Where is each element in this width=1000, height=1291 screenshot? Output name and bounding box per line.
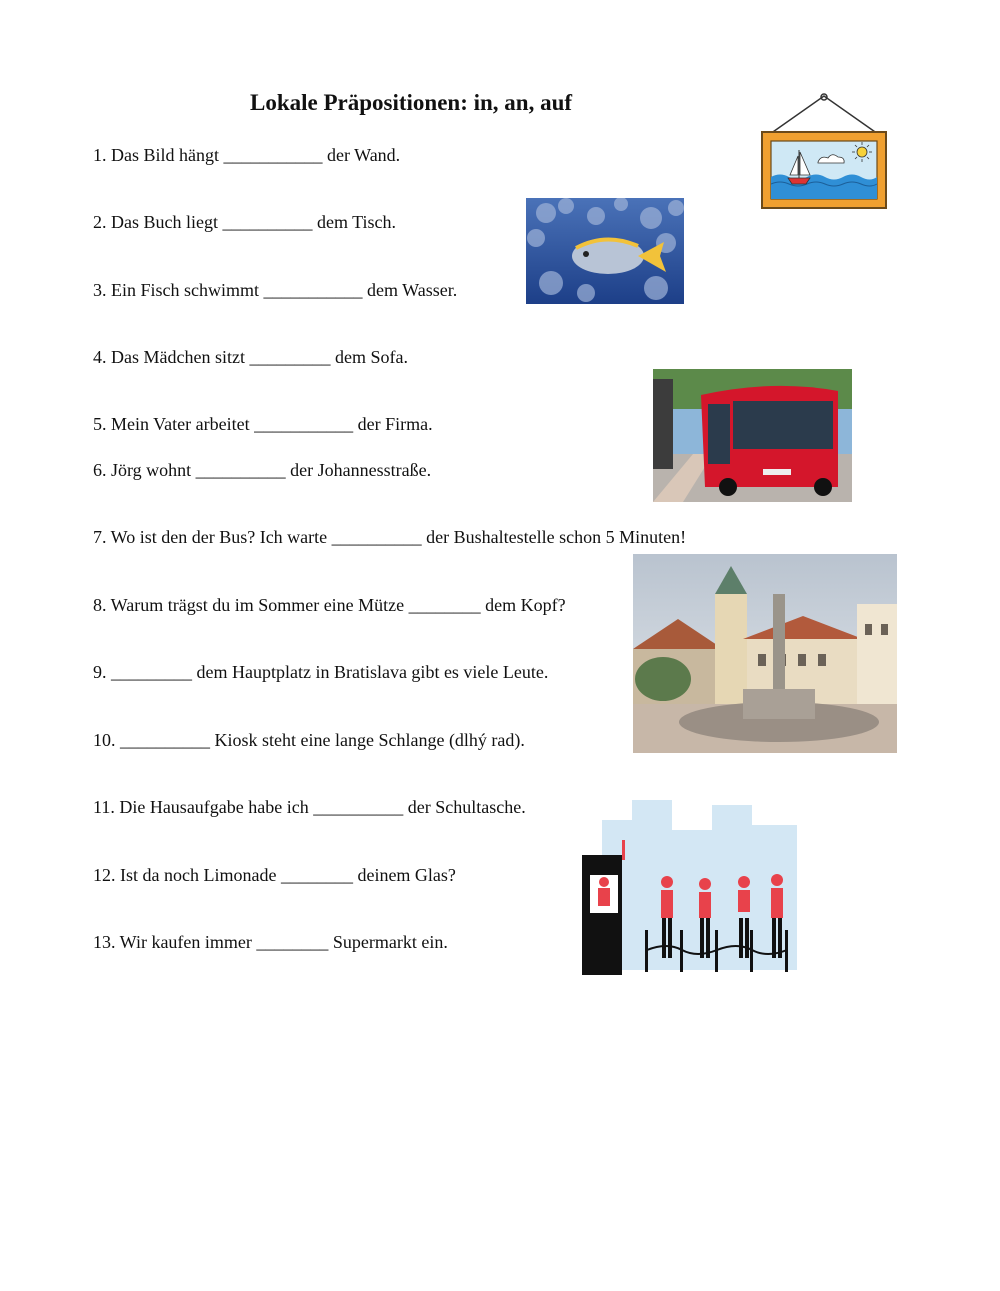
exercise-8: 8. Warum trägst du im Sommer eine Mütze ________ dem Kopf? [93,595,566,615]
page-title: Lokale Präpositionen: in, an, auf [250,90,573,115]
framed-painting-icon [758,92,890,212]
exercise-1: 1. Das Bild hängt ___________ der Wand. [93,145,401,165]
exercise-3: 3. Ein Fisch schwimmt ___________ dem Wasser. [93,280,458,300]
exercise-2: 2. Das Buch liegt __________ dem Tisch. [93,212,397,232]
exercise-4: 4. Das Mädchen sitzt _________ dem Sofa. [93,347,408,367]
exercise-10: 10. __________ Kiosk steht eine lange Schlange (dlhý rad). [93,730,525,750]
fish-photo [526,198,684,304]
kiosk-queue-illustration [572,770,804,1002]
exercise-9: 9. _________ dem Hauptplatz in Bratislava gibt es viele Leute. [93,662,549,682]
exercise-5: 5. Mein Vater arbeitet ___________ der Firma. [93,414,433,434]
exercise-12: 12. Ist da noch Limonade ________ deinem Glas? [93,865,456,885]
exercise-11: 11. Die Hausaufgabe habe ich __________ der Schultasche. [93,797,526,817]
town-square-photo [633,554,897,753]
exercise-6: 6. Jörg wohnt __________ der Johannesstraße. [93,460,432,480]
exercise-13: 13. Wir kaufen immer ________ Supermarkt ein. [93,932,448,952]
exercise-7: 7. Wo ist den der Bus? Ich warte __________ der Bushaltestelle schon 5 Minuten! [93,527,687,547]
bus-photo [653,369,852,502]
